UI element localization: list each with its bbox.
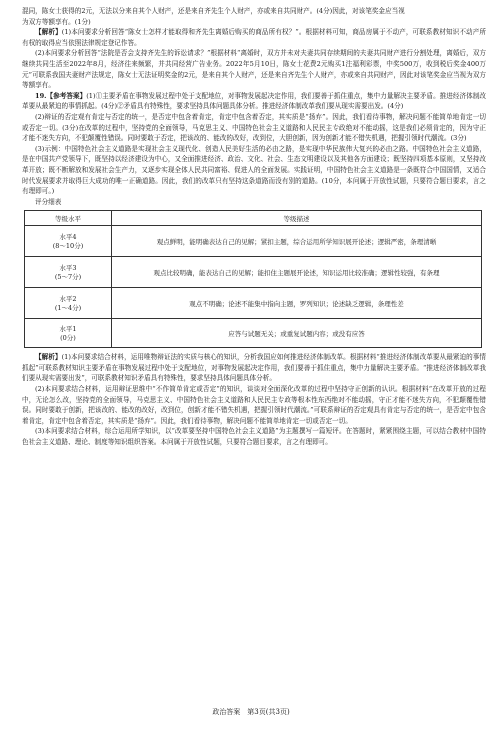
rubric-desc-cell: 应答与试题无关；或重复试题内容；或没有应答 [112, 319, 482, 348]
rubric-desc-cell: 观点不明确；论述不能集中指向主题，罗列知识；论述缺乏逻辑，条理性差 [112, 288, 482, 319]
rubric-level-cell: 水平1 (0分) [25, 319, 112, 348]
rubric-table [24, 210, 482, 348]
rubric-desc-cell: 观点比较明确，能表达自己的见解；能扣住主题展开论述，知识运用比较准确；逻辑性较强，有条理 [112, 257, 482, 288]
answer-tag: 19.【参考答案】 [35, 91, 87, 100]
analysis-tag: 【解析】 [35, 353, 62, 362]
analysis-19-3: (3)本问要求结合材料，综合运用所学知识，以“改革要坚持中国特色社会主义道路”为主题撰写一篇短评。在答题时，紧紧围绕主题，可以结合教材中国特色社会主义道路、理论、制度等知识组织答案。本问属于开放性试题，只要符合题目要求，言之有理即可。 [22, 427, 486, 447]
analysis-2: (2)本问要求分析回答“法院是否会支持齐先生的诉讼请求？”根据材料“离婚时，双方并未对夫妻共同存续期间的夫妻共同财产进行分割处理，离婚后，双方继续共同生活至2022年8月，经济往来频繁，并共同经营广告业务。2022年5月10日，陈女士花费2元购买1注福利彩票，中奖500万，收到税后奖金400万元”可联系我国夫妻财产法规定，陈女士无法证明奖金的2元，是来自其个人财产，还是来自齐先生个人财产，亦或来自共同财产，因此对该笔奖金应当视为双方等额享有。 [22, 49, 486, 90]
rubric-desc-cell: 观点鲜明，能明确表达自己的见解；紧扣主题，综合运用所学知识展开论述；逻辑严密，条理清晰 [112, 226, 482, 257]
rubric-header-desc: 等级描述 [112, 211, 482, 226]
rubric-level-cell: 水平4 (8～10分) [25, 226, 112, 257]
rubric-header-level: 等级水平 [25, 211, 112, 226]
answer-page [22, 6, 486, 448]
rubric-level-cell: 水平2 (1～4分) [25, 288, 112, 319]
q19-answer-2: (2)辩证的否定观有肯定与否定的统一，是否定中包含着肯定，肯定中包含着否定，其实质是“扬弃”。因此，我们看待事物，解决问题不能简单地肯定一切或否定一切。(3分)在改革的过程中，坚持党的全面领导，马克思主义、中国特色社会主义道路和人民民主专政绝对不能动摇，这是我们必须肯定的，因为守正才能不迷失方向，不犯颠覆性错误。同时要敢于否定，把该改的、能改的改好，改到位，大胆创新，因为创新才能不错失机遇，把握引领时代潮流。(3分) [22, 112, 486, 143]
rubric-level-cell: 水平3 (5～7分) [25, 257, 112, 288]
analysis-19-2: (2)本问要求结合材料，运用辩证思维中“不作简单肯定或否定”的知识，谈谈对全面深化改革的过程中坚持守正创新的认识。根据材料“在改革开放的过程中，无论怎么改，坚持党的全面领导，马克思主义、中国特色社会主义道路和人民民主专政等根本性东西绝对不能动摇，守正才能不迷失方向，不犯颠覆性错误。同时要敢于创新，把该改的、能改的改好，改到位，创新才能不错失机遇，把握引领时代潮流。”可联系辩证的否定观具有肯定与否定的统一，是否定中包含着肯定，肯定中包含着否定，其实质是“扬弃”。因此，我们看待事物，解决问题不能简单地肯定一切或否定一切。 [22, 385, 486, 425]
text-line: 为双方等额享有。(1分) [22, 17, 91, 26]
text-line: 混同，陈女士获得的2元，无法以分来自其个人财产，还是来自齐先生个人财产，亦或来自共同财产。(4分)因此，对该笔奖金应当视 [22, 7, 405, 15]
analysis-tag: 【解析】 [35, 28, 62, 37]
rubric-title: 评分细表 [35, 197, 62, 206]
analysis-1: 【解析】(1)本问要求分析回答“陈女士怎样才能取得和齐先生离婚后购买的商品所有权？”。根据材料可知，商品房属于不动产，可联系教材知识不动产所有权的取得应当依照法律规定登记作答。 [22, 28, 486, 47]
page-footer: 政治答案 第3页(共3页) [212, 708, 290, 716]
q19-answer-3: (3)示例：中国特色社会主义道路是实现社会主义现代化、创造人民美好生活的必由之路，是实现中华民族伟大复兴的必由之路。中国特色社会主义道路，是在中国共产党领导下，既坚持以经济建设为中心，又全面推进经济、政治、文化、社会、生态文明建设以及其他各方面建设；既坚持四项基本原则，又坚持改革开放；既不断解放和发展社会生产力，又逐步实现全体人民共同富裕、促进人的全面发展。实践证明，中国特色社会主义道路是一条既符合中国国情，又适合时代发展要求并取得巨大成功的唯一正确道路。因此，我们的改革只有坚持这条道路而没有别的道路。(10分，本问属于开放性试题，只要符合题目要求，言之有理即可。) [22, 144, 486, 196]
analysis-19-1: 【解析】(1)本问要求结合材料，运用唯物辩证法的实质与核心的知识，分析我国应如何推进经济体制改革。根据材料“推进经济体制改革要从最紧迫的事情抓起”可联系教材知识主要矛盾在事物发展过程中处于支配地位，对事物发展起决定作用，我们要善于抓住重点，集中力量解决主要矛盾。“推进经济体制改革我们要从现实需要出发”，可联系教材知识矛盾具有特殊性，要求坚持具体问题具体分析。 [22, 353, 486, 383]
q19-answer-1: 19.【参考答案】(1)①主要矛盾在事物发展过程中处于支配地位，对事物发展起决定作用，我们要善于抓住重点，集中力量解决主要矛盾。推进经济体制改革要从最紧迫的事情抓起。(4分)②矛盾具有特殊性，要求坚持具体问题具体分析。推进经济体制改革我们要从现实需要出发。(4分) [22, 91, 486, 111]
